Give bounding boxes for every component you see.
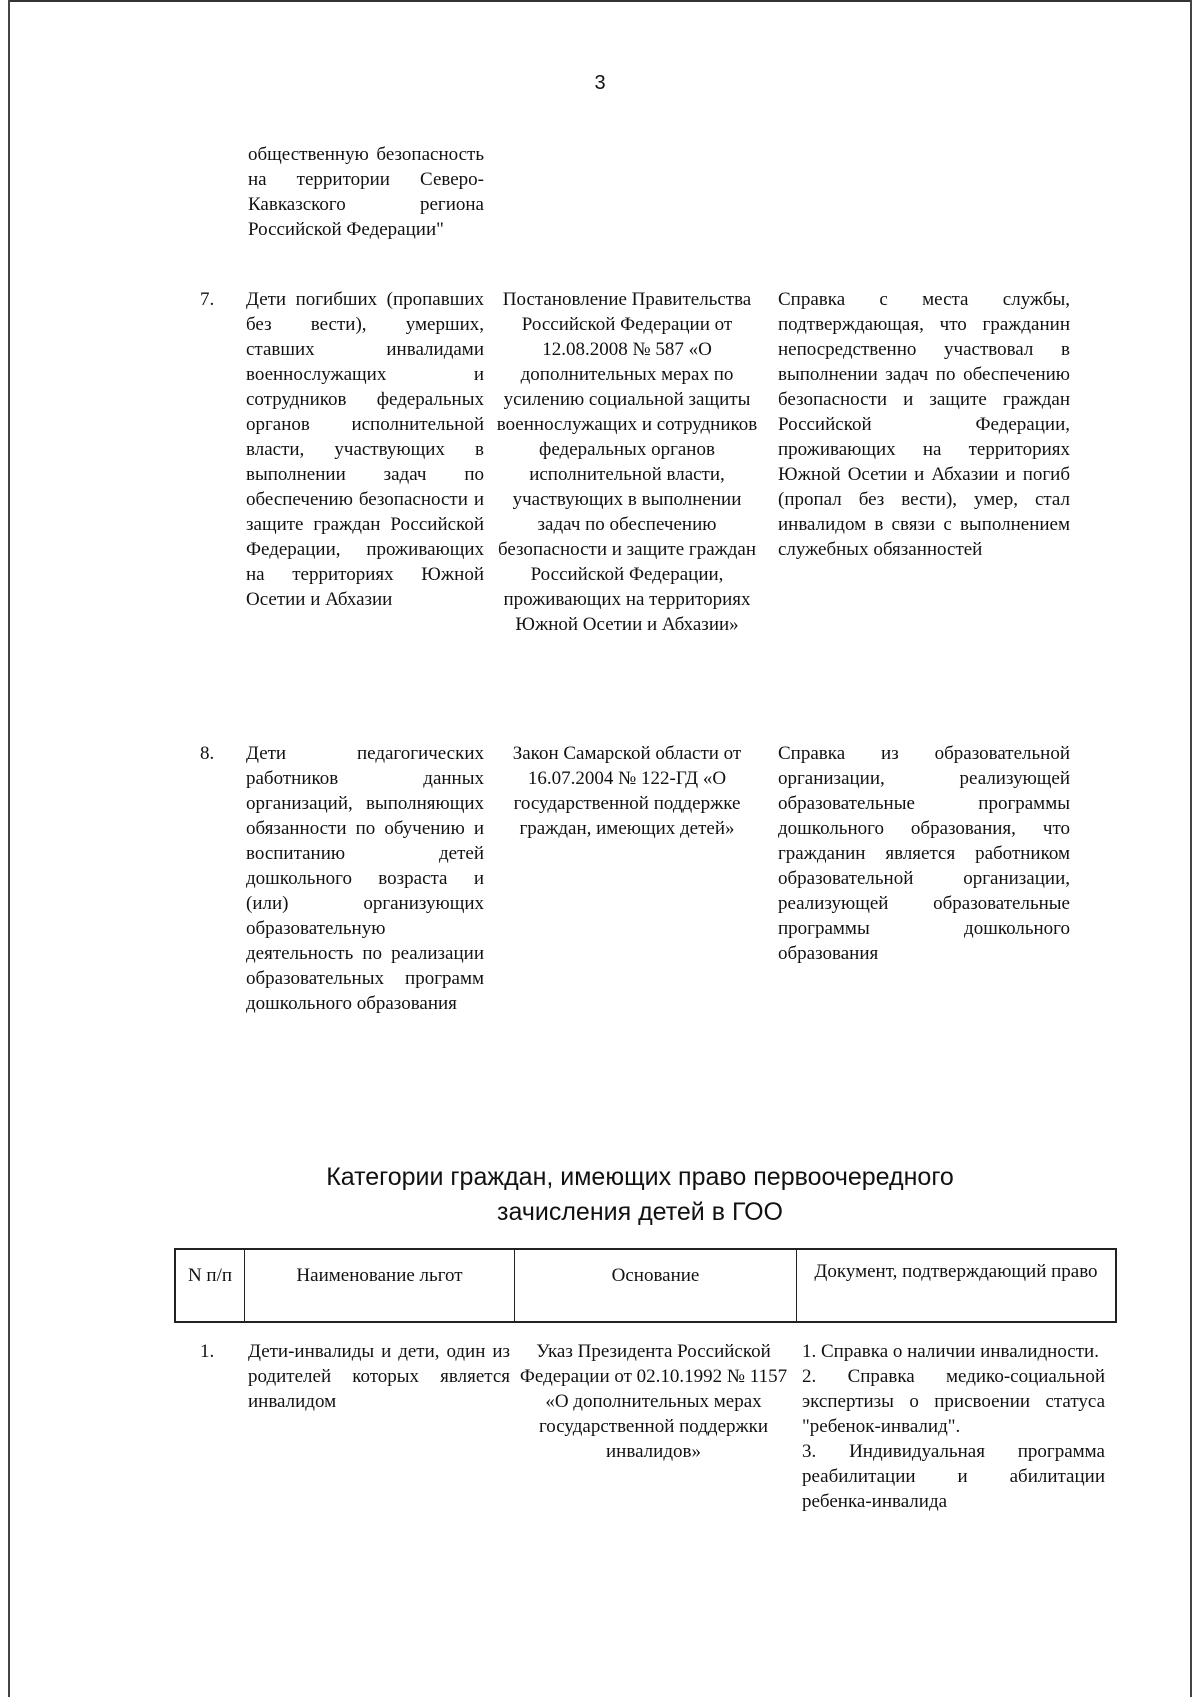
header-document: Документ, подтверждающий право <box>814 1261 1098 1282</box>
header-basis: Основание <box>515 1250 797 1321</box>
row-document: Справка с места службы, подтверждающая, что гражданин непосредственно участвовал в выполнении задач по обеспечению безопасности и защите граждан Российской Федерации, проживающих на территориях Южной Осетии и Абхазии и погиб (пропал без вести), умер, стал инвалидом в связи с выполнением служебных обязанностей <box>778 289 1070 560</box>
document-item: 1. Справка о наличии инвалидности. <box>802 1341 1099 1362</box>
table-row <box>174 1339 1117 1579</box>
scan-frame-right <box>1190 0 1192 1697</box>
row-document: Справка из образовательной организации, реализующей образовательные программы дошкольного образования, что гражданин является работником образовательной организации, реализующей образовательные программы дошкольного образования <box>778 743 1070 964</box>
document-item: 3. Индивидуальная программа реабилитации и абилитации ребенка-инвалида <box>802 1441 1105 1512</box>
document-item: 2. Справка медико-социальной экспертизы о присвоении статуса "ребенок-инвалид". <box>802 1366 1105 1437</box>
page-number: 3 <box>594 72 606 94</box>
section-title-line1: Категории граждан, имеющих право первоочередного <box>326 1163 954 1191</box>
row-basis: Закон Самарской области от 16.07.2004 № 122-ГД «О государственной поддержке граждан, имеющих детей» <box>512 743 742 839</box>
row-basis: Постановление Правительства Российской Федерации от 12.08.2008 № 587 «О дополнительных мерах по усилению социальной защиты военнослужащих и сотрудников федеральных органов исполнительной власти, участвующих в выполнении задач по обеспечению безопасности и защите граждан Российской Федерации, проживающих на территориях Южной Осетии и Абхазии» <box>496 289 758 635</box>
row-basis: Указ Президента Российской Федерации от 02.10.1992 № 1157 «О дополнительных мерах государственной поддержки инвалидов» <box>519 1341 788 1462</box>
header-number: N п/п <box>176 1250 245 1321</box>
continued-cell-text: общественную безопасность на территории Северо-Кавказского региона Российской Федерации" <box>248 144 484 240</box>
section-title <box>250 1160 1030 1230</box>
row-category: Дети погибших (пропавших без вести), умерших, ставших инвалидами военнослужащих и сотрудников федеральных органов исполнительной власти, участвующих в выполнении задач по обеспечению безопасности и защите граждан Российской Федерации, проживающих на территориях Южной Осетии и Абхазии <box>246 289 484 610</box>
row-number: 1. <box>200 1341 215 1362</box>
row-category: Дети-инвалиды и дети, один из родителей которых является инвалидом <box>248 1341 510 1412</box>
scan-frame-left <box>8 0 10 1697</box>
row-number: 8. <box>200 743 215 764</box>
section-title-line2: зачисления детей в ГОО <box>497 1198 783 1226</box>
priority-table <box>174 1248 1117 1579</box>
row-documents <box>802 1339 1105 1514</box>
scan-frame-top <box>8 0 1192 2</box>
header-benefit-name: Наименование льгот <box>245 1250 515 1321</box>
row-number: 7. <box>200 289 215 310</box>
row-category: Дети педагогических работников данных организаций, выполняющих обязанности по обучению и воспитанию детей дошкольного возраста и (или) организующих образовательную деятельность по реализации образовательных программ дошкольного образования <box>246 743 484 1014</box>
table-header <box>174 1248 1117 1323</box>
